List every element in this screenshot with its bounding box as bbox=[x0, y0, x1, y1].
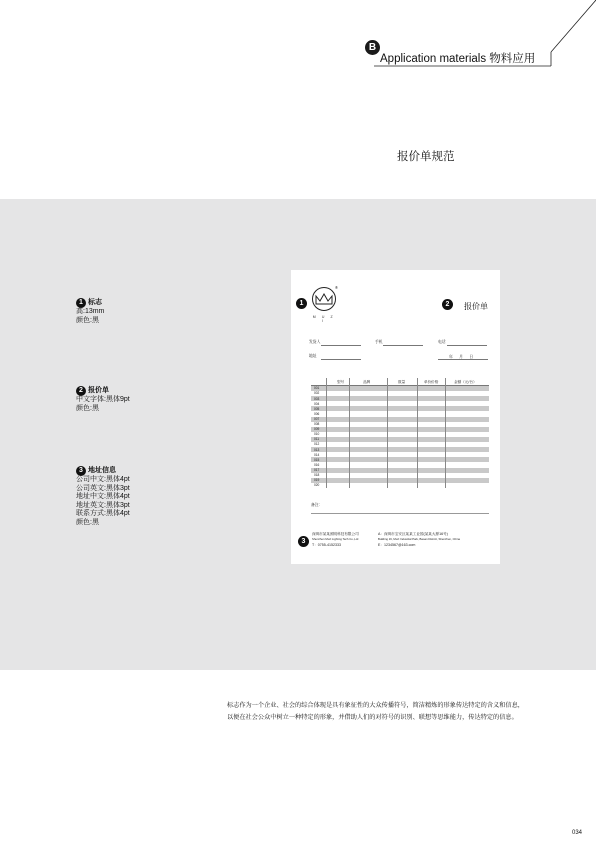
table-body bbox=[311, 386, 489, 488]
row-number: 015 bbox=[314, 457, 320, 462]
row-number: 017 bbox=[314, 467, 320, 472]
field-receiver-label: 电话 bbox=[438, 340, 446, 344]
brand-logo bbox=[310, 285, 338, 323]
table-row bbox=[311, 483, 489, 488]
crown-icon bbox=[315, 293, 333, 305]
sheet-number-1: 1 bbox=[296, 298, 307, 309]
table-header bbox=[311, 378, 489, 386]
field-contact-label: 手机 bbox=[375, 340, 383, 344]
column-header: 数量 bbox=[398, 379, 406, 384]
column-divider bbox=[326, 378, 327, 488]
sheet-number-3: 3 bbox=[298, 536, 309, 547]
field-line bbox=[321, 345, 361, 346]
row-number: 006 bbox=[314, 411, 320, 416]
row-number: 001 bbox=[314, 386, 320, 391]
footer-line: 以便在社会公众中树立一种特定的形象，并借助人们的对符号的识别、联想等思维能力，传达特定的信息。 bbox=[227, 714, 518, 721]
address-cn: A：深圳市宝安区某某工业园(某某大厦16号) bbox=[378, 532, 448, 536]
company-phone: T：0755-4152333 bbox=[312, 543, 341, 547]
spec-title: 地址信息 bbox=[88, 466, 116, 474]
footer-description bbox=[227, 700, 524, 724]
field-date-label: 年 月 日 bbox=[449, 355, 474, 359]
quote-table bbox=[311, 378, 489, 488]
row-number: 013 bbox=[314, 447, 320, 452]
company-email: E：1234567@163.com bbox=[378, 543, 416, 547]
footer-line: 标志作为一个企业、社会的综合体现是具有象征性的大众传播符号，简洁精炼的形象传达特定的含义和信息， bbox=[227, 702, 524, 709]
row-number: 020 bbox=[314, 483, 320, 488]
spec-line: 颜色:黑 bbox=[76, 518, 99, 526]
logo-wordmark: M U Z I bbox=[312, 315, 336, 323]
spec-line: 联系方式:黑体4pt bbox=[76, 510, 130, 518]
column-divider bbox=[387, 378, 388, 488]
row-number: 018 bbox=[314, 472, 320, 477]
spec-line: 中文字体:黑体9pt bbox=[76, 396, 130, 403]
address-en: Building 16, Muzi Industrial Park, Baoan District, Shenzhen, China bbox=[378, 537, 460, 541]
column-header: 金额（元/台） bbox=[454, 379, 477, 384]
company-cn: 深圳市某某照明科技有限公司 bbox=[312, 532, 359, 536]
spec-line: 颜色:黑 bbox=[76, 316, 99, 324]
column-header: 单价价格 bbox=[424, 379, 439, 384]
divider bbox=[311, 513, 489, 514]
column-divider bbox=[349, 378, 350, 488]
row-number: 008 bbox=[314, 422, 320, 427]
spec-quote bbox=[76, 386, 130, 413]
spec-address bbox=[76, 466, 130, 528]
sheet-number-2: 2 bbox=[442, 299, 453, 310]
company-en: Shenzhen Muzi Lighting Tech Co.,Ltd bbox=[312, 537, 359, 541]
page-heading: 报价单规范 bbox=[397, 151, 455, 163]
field-recipient-label: 地址 bbox=[309, 354, 317, 358]
remarks-label: 备注： bbox=[311, 503, 323, 507]
sheet-title: 报价单 bbox=[464, 302, 488, 311]
spec-line: 地址中文:黑体4pt bbox=[76, 493, 130, 501]
column-header: 型号 bbox=[337, 379, 345, 384]
field-line bbox=[383, 345, 423, 346]
row-number: 009 bbox=[314, 427, 320, 432]
spec-logo bbox=[76, 298, 104, 325]
corner-lines bbox=[0, 0, 596, 80]
row-number: 005 bbox=[314, 406, 320, 411]
spec-line: 公司英文:黑体3pt bbox=[76, 484, 130, 492]
page-number: 034 bbox=[571, 830, 582, 836]
spec-line: 颜色:黑 bbox=[76, 404, 99, 412]
row-number: 003 bbox=[314, 396, 320, 401]
column-header: 品牌 bbox=[363, 379, 371, 384]
spec-number-2: 2 bbox=[76, 386, 86, 396]
row-number: 007 bbox=[314, 416, 320, 421]
quotation-sheet bbox=[291, 270, 500, 564]
row-number: 016 bbox=[314, 462, 320, 467]
section-badge: B bbox=[365, 40, 380, 55]
row-number: 014 bbox=[314, 452, 320, 457]
spec-line: 地址英文:黑体3pt bbox=[76, 501, 130, 509]
registered-mark: ® bbox=[335, 285, 338, 290]
row-number: 019 bbox=[314, 478, 320, 483]
section-title: Application materials 物料应用 bbox=[380, 53, 536, 65]
field-line bbox=[447, 345, 487, 346]
spec-number-3: 3 bbox=[76, 466, 86, 476]
row-number: 012 bbox=[314, 442, 320, 447]
row-number: 010 bbox=[314, 432, 320, 437]
spec-number-1: 1 bbox=[76, 298, 86, 308]
spec-title: 报价单 bbox=[88, 386, 109, 394]
column-divider bbox=[445, 378, 446, 488]
spec-title: 标志 bbox=[88, 298, 102, 306]
row-number: 002 bbox=[314, 391, 320, 396]
field-line bbox=[321, 359, 361, 360]
row-number: 011 bbox=[314, 437, 320, 442]
spec-line: 公司中文:黑体4pt bbox=[76, 476, 130, 483]
column-divider bbox=[417, 378, 418, 488]
spec-line: 高:13mm bbox=[76, 308, 105, 315]
row-number: 004 bbox=[314, 401, 320, 406]
field-sender-label: 发货人 bbox=[309, 340, 321, 344]
